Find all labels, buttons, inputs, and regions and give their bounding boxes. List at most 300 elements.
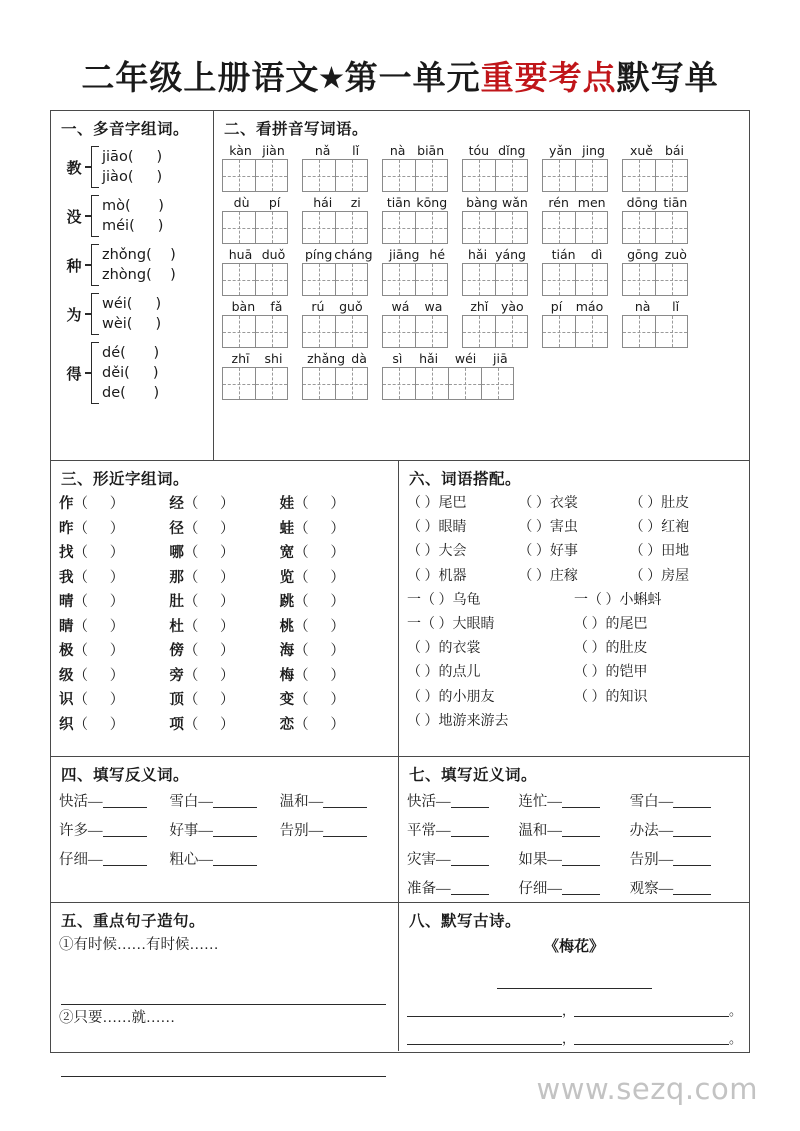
similar-char: 杜 [169,618,184,635]
reading-blank[interactable]: mò( ) [102,198,164,214]
character-grid[interactable] [302,367,372,400]
similar-char-item[interactable] [169,713,279,738]
answer-parentheses[interactable]: （ ） [294,569,345,586]
synonym-rows [407,788,741,904]
pinyin-word-group [542,142,612,192]
polyphonic-char: 教 [66,160,82,177]
similar-char-item[interactable] [280,566,390,591]
grid-cell[interactable] [302,211,335,244]
answer-parentheses[interactable]: （ ） [73,520,125,537]
grid-cell[interactable] [382,263,415,296]
answer-parentheses[interactable]: （ ） [73,667,125,684]
collocation-item[interactable]: （ ）衣裳 [518,496,578,511]
answer-blank[interactable] [562,793,600,808]
collocation-pair-row [407,613,741,637]
word-pair-item[interactable] [280,817,390,846]
answer-parentheses[interactable]: （ ） [73,716,125,733]
collocation-item[interactable]: （ ）庄稼 [518,568,578,584]
character-grid[interactable] [302,211,372,244]
pinyin-text [542,142,612,159]
word-pair-row [407,846,741,875]
pinyin-syllable: nǎ [314,143,331,158]
grid-cell[interactable] [335,315,368,348]
character-grid[interactable] [222,263,292,296]
similar-char-item[interactable] [169,639,279,664]
pinyin-row [222,298,741,348]
grid-cell[interactable] [462,315,495,348]
answer-blank[interactable] [673,880,711,895]
similar-char-item[interactable] [280,639,390,664]
pinyin-text [222,142,292,159]
grid-cell[interactable] [222,315,255,348]
word-pair-item[interactable] [630,875,741,904]
collocation-item[interactable]: 一（ ）乌龟 [407,592,481,608]
poem-blank[interactable] [407,1029,562,1045]
character-grid[interactable] [382,263,452,296]
grid-cell[interactable] [542,315,575,348]
similar-char-item[interactable] [169,541,279,566]
pinyin-word-group [622,142,692,192]
grid-cell[interactable] [222,159,255,192]
grid-cell[interactable] [655,315,688,348]
character-grid[interactable] [462,263,532,296]
similar-char-item[interactable] [169,517,279,542]
similar-char-item[interactable] [280,517,390,542]
collocation-item[interactable]: 一（ ）大眼睛 [407,617,495,633]
similar-char-item[interactable] [169,615,279,640]
pinyin-syllable: lǐ [672,299,680,314]
pinyin-syllable: pí [550,299,563,314]
pinyin-syllable: gōng [627,247,659,262]
similar-char-item[interactable] [169,664,279,689]
character-grid[interactable] [222,315,292,348]
character-grid[interactable] [302,263,372,296]
similar-char: 旁 [169,667,184,684]
similar-char-item[interactable] [59,639,169,664]
grid-cell[interactable] [495,159,528,192]
answer-parentheses[interactable]: （ ） [294,496,345,512]
pinyin-word-group [382,246,452,296]
grid-cell[interactable] [415,367,448,400]
answer-parentheses[interactable]: （ ） [73,569,125,586]
collocation-item[interactable]: （ ）的衣裳 [407,641,481,657]
character-grid[interactable] [462,315,532,348]
answer-parentheses[interactable]: （ ） [294,520,345,537]
collocation-item[interactable]: （ ）肚皮 [629,496,690,511]
pinyin-text [222,194,292,211]
similar-char: 宽 [279,545,295,561]
similar-char-item[interactable] [169,688,279,713]
collocation-item[interactable]: （ ）大会 [407,544,467,560]
grid-cell[interactable] [302,367,335,400]
section-8-poem [399,903,749,1051]
grid-cell[interactable] [415,159,448,192]
similar-char: 梅 [279,667,295,684]
collocation-item[interactable]: 一（ ）小蝌蚪 [574,592,662,608]
pinyin-syllable: yǎn [549,143,573,158]
similar-char-row [59,664,390,689]
character-grid[interactable] [542,263,612,296]
reading-blank[interactable]: méi( ) [102,218,164,234]
reading-blank[interactable]: dé( ) [102,345,160,361]
word-pair-item[interactable] [518,875,629,904]
grid-cell[interactable] [622,159,655,192]
reading-blank[interactable]: wéi( ) [102,296,162,312]
reading-blank[interactable]: jiāo( ) [102,149,163,165]
character-grid[interactable] [222,159,292,192]
answer-blank[interactable] [562,880,600,895]
pinyin-word-group [222,246,292,296]
reading-blank[interactable]: zhǒng( ) [102,247,176,263]
similar-char-item[interactable] [280,615,390,640]
pinyin-word-group [462,246,532,296]
word-prompt: 准备— [407,881,451,897]
row-section5-section8 [51,903,749,1051]
grid-cell[interactable] [415,263,448,296]
answer-parentheses[interactable]: （ ） [183,618,235,635]
grid-cell[interactable] [542,159,575,192]
grid-cell[interactable] [462,211,495,244]
collocation-item[interactable]: （ ）眼睛 [407,520,467,536]
pinyin-text [222,350,292,367]
grid-cell[interactable] [575,159,608,192]
similar-char-item[interactable] [59,492,169,517]
grid-cell[interactable] [462,159,495,192]
answer-parentheses[interactable]: （ ） [73,643,125,659]
similar-char-item[interactable] [169,492,279,517]
similar-char-item[interactable] [59,615,169,640]
grid-cell[interactable] [415,211,448,244]
answer-parentheses[interactable]: （ ） [183,692,235,708]
character-grid[interactable] [382,211,452,244]
answer-parentheses[interactable]: （ ） [294,594,345,610]
word-prompt: 观察— [629,881,674,897]
answer-line[interactable] [61,1050,386,1077]
grid-cell[interactable] [335,367,368,400]
similar-char-item[interactable] [280,492,390,517]
similar-char: 桃 [279,618,295,635]
word-pair-item[interactable] [630,817,741,846]
grid-cell[interactable] [481,367,514,400]
pinyin-syllable: pí [268,195,281,210]
poem-author-line[interactable] [497,968,652,989]
grid-cell[interactable] [495,211,528,244]
grid-cell[interactable] [382,315,415,348]
collocation-item[interactable]: （ ）的小朋友 [407,689,495,705]
collocation-pair-row [407,686,741,710]
answer-parentheses[interactable]: （ ） [183,667,235,684]
character-grid[interactable] [542,211,612,244]
similar-char-item[interactable] [169,566,279,591]
character-grid[interactable] [622,263,692,296]
collocation-item[interactable]: （ ）的肚皮 [574,641,648,657]
collocation-item[interactable]: （ ）的尾巴 [574,617,648,633]
similar-char: 极 [59,643,74,659]
answer-parentheses[interactable]: （ ） [73,496,125,512]
word-pair-row [59,846,390,875]
grid-cell[interactable] [335,263,368,296]
antonym-rows [59,788,390,875]
reading-blank[interactable]: de( ) [102,385,160,401]
collocation-item[interactable]: （ ）房屋 [629,568,690,584]
polyphonic-group [63,293,205,335]
collocation-item[interactable]: （ ）的点儿 [407,665,481,681]
grid-cell[interactable] [495,315,528,348]
grid-cell[interactable] [575,263,608,296]
reading-blank[interactable]: zhòng( ) [102,267,176,283]
grid-cell[interactable] [255,315,288,348]
grid-cell[interactable] [542,211,575,244]
grid-cell[interactable] [655,263,688,296]
grid-cell[interactable] [255,211,288,244]
answer-parentheses[interactable]: （ ） [73,545,125,561]
grid-cell[interactable] [622,263,655,296]
collocation-item[interactable]: （ ）害虫 [518,520,578,536]
answer-blank[interactable] [213,793,257,808]
reading-list [99,147,162,187]
answer-parentheses[interactable]: （ ） [294,716,345,733]
character-grid[interactable] [542,159,612,192]
character-grid[interactable] [302,315,372,348]
word-pair-item[interactable] [407,817,518,846]
word-pair-item[interactable] [280,788,390,817]
pinyin-syllable: tián [551,247,576,262]
similar-char-row [59,639,390,664]
answer-line[interactable] [61,978,386,1005]
grid-cell[interactable] [302,263,335,296]
answer-parentheses[interactable]: （ ） [183,545,235,561]
grid-cell[interactable] [655,159,688,192]
pinyin-text [542,194,612,211]
pinyin-text [462,298,532,315]
answer-blank[interactable] [103,822,147,837]
answer-parentheses[interactable]: （ ） [183,716,235,733]
word-pair-item[interactable] [59,846,169,875]
answer-blank[interactable] [451,880,489,895]
grid-cell[interactable] [495,263,528,296]
reading-list [99,343,159,403]
answer-blank[interactable] [673,822,711,837]
poem-blank[interactable] [407,1001,562,1017]
similar-char-item[interactable] [280,713,390,738]
grid-cell[interactable] [655,211,688,244]
answer-parentheses[interactable]: （ ） [183,496,235,512]
pinyin-syllable: hǎi [419,351,439,366]
answer-parentheses[interactable]: （ ） [294,545,345,561]
grid-cell[interactable] [575,315,608,348]
answer-blank[interactable] [213,851,257,866]
character-grid[interactable] [302,159,372,192]
brace-icon [91,146,99,188]
poem-blank[interactable] [574,1029,729,1045]
answer-parentheses[interactable]: （ ） [183,594,235,610]
word-pair-row [59,788,390,817]
grid-cell[interactable] [335,159,368,192]
character-grid[interactable] [622,315,692,348]
word-pair-item[interactable] [407,846,518,875]
similar-char-item[interactable] [59,541,169,566]
answer-blank[interactable] [562,851,600,866]
grid-cell[interactable] [222,263,255,296]
reading-blank[interactable]: wèi( ) [102,316,162,332]
similar-char: 径 [169,520,184,537]
pinyin-word-group [462,194,532,244]
word-pair-item[interactable] [518,817,629,846]
character-grid[interactable] [222,367,292,400]
comma-mark: ， [562,1003,576,1018]
word-pair-item[interactable] [169,846,279,875]
grid-cell[interactable] [302,315,335,348]
pinyin-text [382,350,518,367]
answer-blank[interactable] [451,793,489,808]
grid-cell[interactable] [448,367,481,400]
answer-blank[interactable] [673,793,711,808]
grid-cell[interactable] [462,263,495,296]
similar-char-item[interactable] [169,590,279,615]
grid-cell[interactable] [302,159,335,192]
collocation-item[interactable]: （ ）田地 [629,544,690,560]
similar-char-item[interactable] [280,541,390,566]
character-grid[interactable] [222,211,292,244]
grid-cell[interactable] [382,367,415,400]
word-pair-item[interactable] [59,817,169,846]
pinyin-text [622,142,692,159]
grid-cell[interactable] [255,159,288,192]
pinyin-word-group [302,350,372,400]
similar-char-item[interactable] [59,664,169,689]
collocation-item[interactable]: （ ）地游来游去 [407,713,509,729]
answer-parentheses[interactable]: （ ） [183,520,235,537]
word-prompt: 灾害— [407,852,451,868]
character-grid[interactable] [382,367,518,400]
answer-parentheses[interactable]: （ ） [294,692,345,708]
word-pair-item[interactable] [630,788,741,817]
similar-char: 找 [59,545,74,561]
similar-char-item[interactable] [59,517,169,542]
pinyin-syllable: bàng [466,195,498,210]
section-1-polyphonic [51,111,214,460]
period-mark: 。 [729,1031,743,1046]
collocation-item[interactable]: （ ）的铠甲 [574,665,648,681]
word-pair-item[interactable] [169,788,279,817]
poem-line-row [407,1029,741,1045]
word-pair-item[interactable] [407,875,518,904]
collocation-item[interactable]: （ ）机器 [407,568,467,584]
similar-char-item[interactable] [59,713,169,738]
answer-blank[interactable] [103,793,147,808]
character-grid[interactable] [382,315,452,348]
similar-char-item[interactable] [280,590,390,615]
answer-blank[interactable] [323,822,367,837]
pinyin-syllable: shi [264,351,283,366]
similar-char-item[interactable] [59,566,169,591]
similar-char: 级 [59,667,74,684]
word-pair-item[interactable] [518,788,629,817]
grid-cell[interactable] [622,315,655,348]
section-4-antonyms [51,757,399,902]
pinyin-word-group [302,298,372,348]
answer-parentheses[interactable]: （ ） [73,692,125,708]
collocation-item[interactable]: （ ）的知识 [574,689,648,705]
poem-blank[interactable] [574,1001,729,1017]
collocation-item[interactable]: （ ）好事 [518,544,578,560]
grid-cell[interactable] [255,263,288,296]
pinyin-word-group [302,194,372,244]
polyphonic-list [59,146,205,404]
pinyin-text [542,246,612,263]
grid-cell[interactable] [542,263,575,296]
reading-blank[interactable]: jiào( ) [102,169,163,185]
similar-char-item[interactable] [59,688,169,713]
pinyin-syllable: nà [389,143,406,158]
word-pair-item[interactable] [407,788,518,817]
pinyin-word-group [222,142,292,192]
character-grid[interactable] [382,159,452,192]
grid-cell[interactable] [255,367,288,400]
character-grid[interactable] [462,211,532,244]
grid-cell[interactable] [415,315,448,348]
answer-blank[interactable] [213,822,257,837]
similar-char: 那 [169,569,184,586]
polyphonic-group [63,244,205,286]
grid-cell[interactable] [382,159,415,192]
answer-parentheses[interactable]: （ ） [183,643,235,659]
word-pair-item[interactable] [59,788,169,817]
character-grid[interactable] [462,159,532,192]
answer-blank[interactable] [673,851,711,866]
collocation-item[interactable]: （ ）尾巴 [407,496,467,511]
answer-parentheses[interactable]: （ ） [73,618,125,635]
answer-blank[interactable] [451,822,489,837]
answer-parentheses[interactable]: （ ） [73,594,125,610]
answer-blank[interactable] [451,851,489,866]
similar-char-row [59,492,390,517]
section-5-sentences [51,903,399,1051]
character-grid[interactable] [622,211,692,244]
grid-cell[interactable] [382,211,415,244]
page-title [0,52,800,99]
word-pair-item[interactable] [518,846,629,875]
grid-cell[interactable] [222,367,255,400]
word-pair-item[interactable] [630,846,741,875]
answer-blank[interactable] [103,851,147,866]
grid-cell[interactable] [575,211,608,244]
answer-parentheses[interactable]: （ ） [183,569,235,586]
pinyin-syllable: kōng [416,195,448,210]
grid-cell[interactable] [335,211,368,244]
character-grid[interactable] [542,315,612,348]
answer-parentheses[interactable]: （ ） [294,667,345,684]
similar-char-item[interactable] [280,688,390,713]
grid-cell[interactable] [622,211,655,244]
answer-parentheses[interactable]: （ ） [294,618,345,635]
word-pair-item[interactable] [169,817,279,846]
answer-blank[interactable] [323,793,367,808]
grid-cell[interactable] [222,211,255,244]
reading-blank[interactable]: děi( ) [102,365,159,381]
word-pair-empty [280,846,390,875]
collocation-pair-row [407,589,741,613]
collocation-item[interactable]: （ ）红袍 [629,520,690,536]
answer-parentheses[interactable]: （ ） [294,643,345,659]
similar-char-item[interactable] [59,590,169,615]
character-grid[interactable] [622,159,692,192]
similar-char-row [59,566,390,591]
pinyin-syllable: huā [228,247,253,262]
answer-blank[interactable] [562,822,600,837]
similar-char-item[interactable] [280,664,390,689]
pinyin-syllable: wéi [454,351,477,366]
